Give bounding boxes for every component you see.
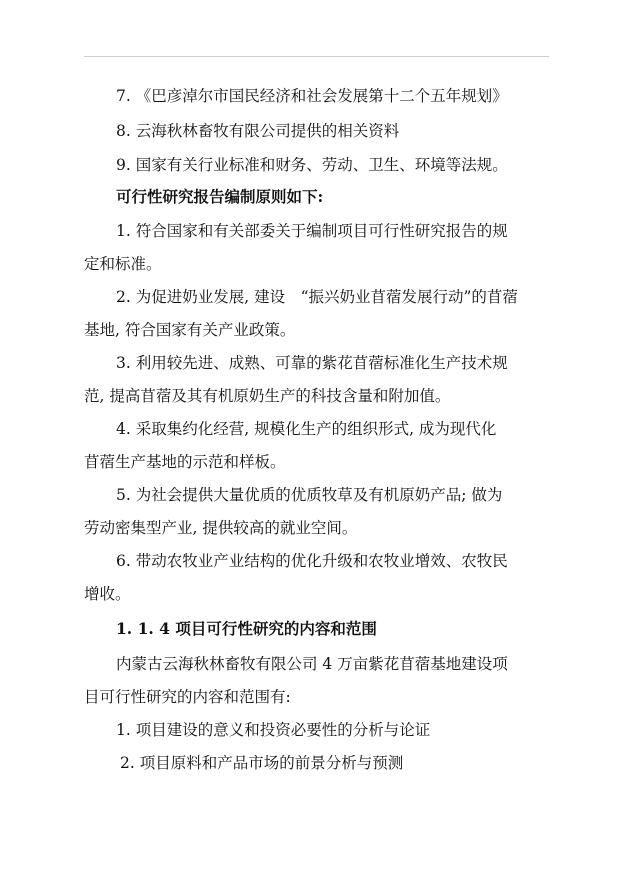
principle-1-line-1: 1. 符合国家和有关部委关于编制项目可行性研究报告的规 (116, 222, 508, 240)
principle-5-line-1: 5. 为社会提供大量优质的优质牧草及有机原奶产品; 做为 (116, 486, 503, 504)
scope-item-2: 2. 项目原料和产品市场的前景分析与预测 (120, 754, 404, 772)
principle-1-line-2: 定和标准。 (84, 255, 162, 273)
reference-item-9: 9. 国家有关行业标准和财务、劳动、卫生、环境等法规。 (116, 156, 508, 174)
principle-5-line-2: 劳动密集型产业, 提供较高的就业空间。 (84, 519, 358, 537)
principle-2-line-1: 2. 为促进奶业发展, 建设 “振兴奶业苜蓿发展行动”的苜蓿 (116, 288, 518, 306)
reference-item-7: 7. 《巴彦淖尔市国民经济和社会发展第十二个五年规划》 (116, 87, 508, 105)
reference-item-8: 8. 云海秋林畜牧有限公司提供的相关资料 (116, 122, 400, 140)
scope-paragraph-line-2: 目可行性研究的内容和范围有: (84, 688, 291, 706)
principle-3-line-2: 范, 提高苜蓿及其有机原奶生产的科技含量和附加值。 (84, 387, 451, 405)
scope-paragraph-line-1: 内蒙古云海秋林畜牧有限公司 4 万亩紫花苜蓿基地建设项 (116, 655, 508, 673)
principle-4-line-1: 4. 采取集约化经营, 规模化生产的组织形式, 成为现代化 (116, 420, 497, 438)
principle-4-line-2: 苜蓿生产基地的示范和样板。 (84, 453, 286, 471)
scope-item-1: 1. 项目建设的意义和投资必要性的分析与论证 (116, 721, 431, 739)
principle-3-line-1: 3. 利用较先进、成熟、可靠的紫花苜蓿标准化生产技术规 (116, 354, 508, 372)
principle-6-line-1: 6. 带动农牧业产业结构的优化升级和农牧业增效、农牧民 (116, 552, 508, 570)
section-heading-1-1-4: 1. 1. 4 项目可行性研究的内容和范围 (116, 619, 377, 638)
principles-heading: 可行性研究报告编制原则如下: (116, 187, 324, 206)
principle-2-line-2: 基地, 符合国家有关产业政策。 (84, 321, 296, 339)
header-rule (84, 56, 549, 57)
principle-6-line-2: 增收。 (84, 585, 131, 603)
